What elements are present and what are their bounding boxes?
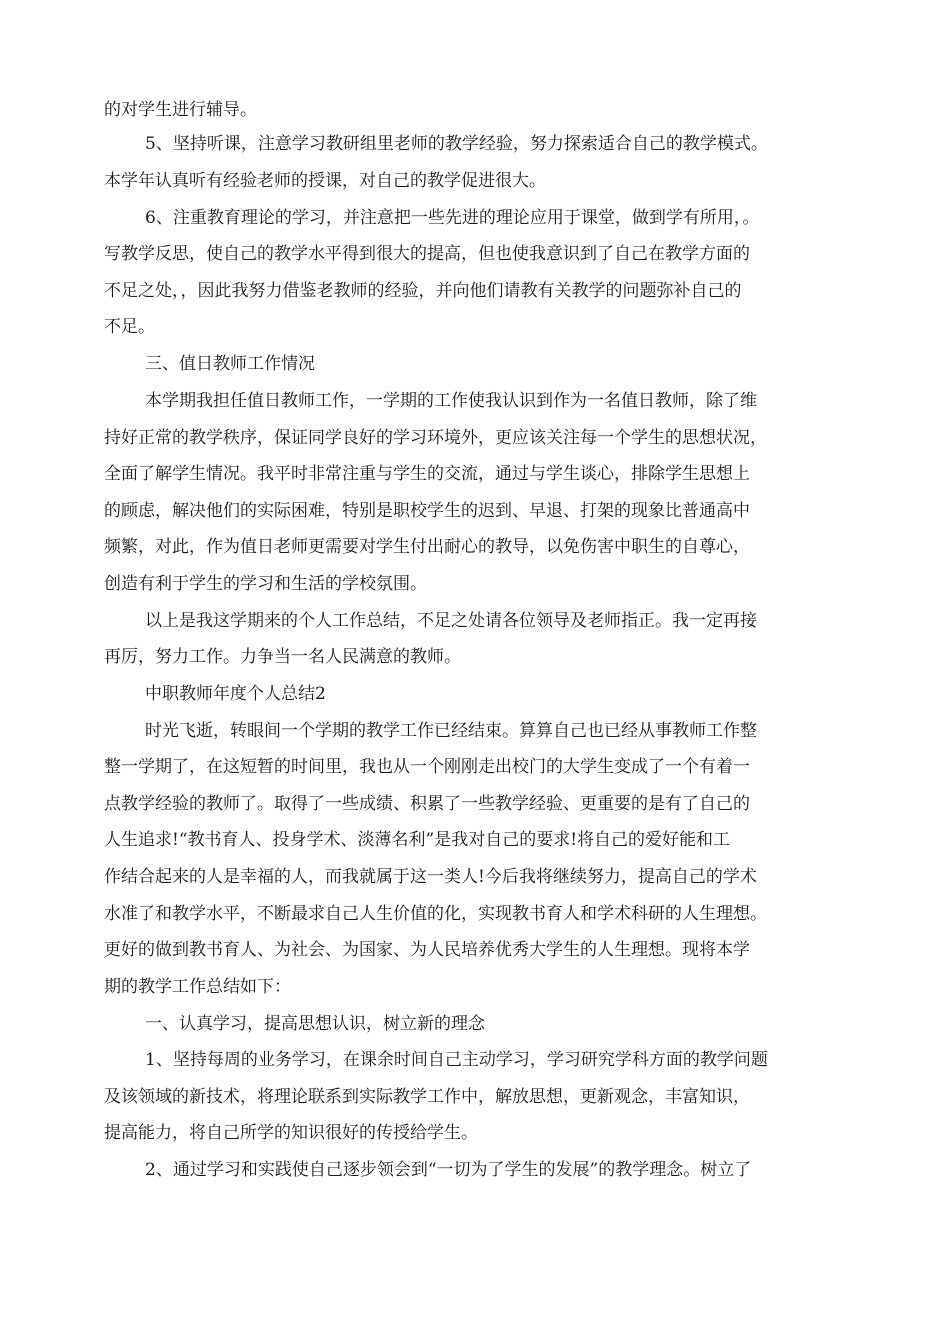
text-line: 创造有利于学生的学习和生活的学校氛围。 xyxy=(104,574,427,594)
text-line: 本学年认真听有经验老师的授课，对自己的教学促进很大。 xyxy=(104,171,546,191)
text-line: 全面了解学生情况。我平时非常注重与学生的交流，通过与学生谈心，排除学生思想上 xyxy=(104,464,750,484)
text-line: 更好的做到教书育人、为社会、为国家、为人民培养优秀大学生的人生理想。现将本学 xyxy=(104,940,750,960)
text-line: 写教学反思，使自己的教学水平得到很大的提高，但也使我意识到了自己在教学方面的 xyxy=(104,244,750,264)
section-heading: 一、认真学习，提高思想认识，树立新的理念 xyxy=(145,1014,485,1034)
text-line: 期的教学工作总结如下： xyxy=(104,977,291,997)
text-line: 作结合起来的人是幸福的人，而我就属于这一类人!今后我将继续努力，提高自己的学术 xyxy=(104,867,757,887)
text-line: 的对学生进行辅导。 xyxy=(104,100,257,120)
text-line: 6、注重教育理论的学习，并注意把一些先进的理论应用于课堂，做到学有所用，。 xyxy=(145,208,760,228)
text-line: 本学期我担任值日教师工作，一学期的工作使我认识到作为一名值日教师，除了维 xyxy=(145,391,757,411)
text-line: 2、通过学习和实践使自己逐步领会到“一切为了学生的发展”的教学理念。树立了 xyxy=(145,1160,752,1180)
text-line: 再厉，努力工作。力争当一名人民满意的教师。 xyxy=(104,647,461,667)
text-line: 频繁，对此，作为值日老师更需要对学生付出耐心的教导，以免伤害中职生的自尊心， xyxy=(104,537,750,557)
text-line: 1、坚持每周的业务学习，在课余时间自己主动学习，学习研究学科方面的教学问题 xyxy=(145,1050,768,1070)
text-line: 整一学期了，在这短暂的时间里，我也从一个刚刚走出校门的大学生变成了一个有着一 xyxy=(104,757,750,777)
text-line: 时光飞逝，转眼间一个学期的教学工作已经结束。算算自己也已经从事教师工作整 xyxy=(145,721,757,741)
text-line: 不足。 xyxy=(104,317,155,337)
text-line: 不足之处，，因此我努力借鉴老教师的经验，并向他们请教有关教学的问题弥补自己的 xyxy=(104,281,742,301)
text-line: 点教学经验的教师了。取得了一些成绩、积累了一些教学经验、更重要的是有了自己的 xyxy=(104,794,750,814)
text-line: 以上是我这学期来的个人工作总结，不足之处请各位领导及老师指正。我一定再接 xyxy=(145,611,757,631)
text-line: 提高能力，将自己所学的知识很好的传授给学生。 xyxy=(104,1123,478,1143)
text-line: 水准了和教学水平，不断最求自己人生价值的化，实现教书育人和学术科研的人生理想。 xyxy=(104,904,767,924)
text-line: 持好正常的教学秩序，保证同学良好的学习环境外，更应该关注每一个学生的思想状况， xyxy=(104,428,767,448)
section-heading: 三、值日教师工作情况 xyxy=(145,354,315,374)
text-line: 人生追求!“教书育人、投身学术、淡薄名利”是我对自己的要求!将自己的爱好能和工 xyxy=(104,830,731,850)
text-line: 5、坚持听课，注意学习教研组里老师的教学经验，努力探索适合自己的教学模式。 xyxy=(145,134,768,154)
section-heading: 中职教师年度个人总结2 xyxy=(145,684,326,704)
text-line: 及该领域的新技术，将理论联系到实际教学工作中，解放思想，更新观念，丰富知识， xyxy=(104,1087,750,1107)
text-line: 的顾虑，解决他们的实际困难，特别是职校学生的迟到、早退、打架的现象比普通高中 xyxy=(104,501,750,521)
